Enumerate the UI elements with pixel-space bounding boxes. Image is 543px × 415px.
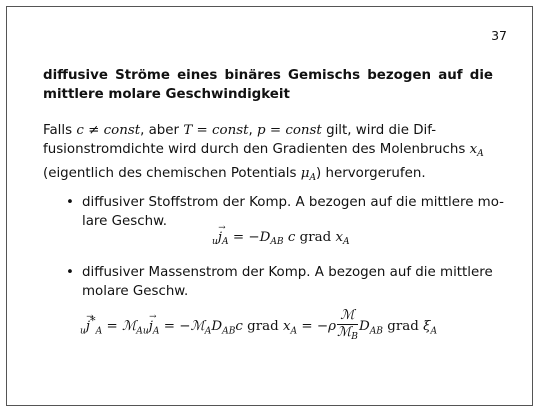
intro-line-2: fusionstromdichte wird durch den Gradienten des Molenbruchs $x_A$ [43,142,484,160]
equation-mass-flux: $_u\to j^*_A$ = ℳ$_{Au}$→ $j_A$ = $-ℳ_AD_{AB}c$ grad $x_A = -\rho$ $\frac{\text{ℳ}}{ℳ_B}$ $D_{AB}$ grad $\xi_A$ [80,308,437,345]
bullet-list-1 [66,193,505,231]
list-item: • diffusiver Stoffstrom der Komp. A bezogen auf die mittlere mo- lare Geschw. [66,195,505,229]
page-title: diffusive Ströme eines binäres Gemischs bezogen auf die mittlere molare Geschwindigkeit [43,68,493,102]
intro-paragraph [43,121,493,188]
bullet-dot-icon: • [66,195,74,210]
equation-molar-flux: $_u\to j_A = -D_{AB}$ c grad $x_A$ [212,230,350,247]
bullet-list-2 [66,263,494,301]
page-number: 37 [491,28,507,43]
list-item: • diffusiver Massenstrom der Komp. A bezogen auf die mittlere molare Geschw. [66,265,493,299]
intro-line-3: (eigentlich des chemischen Potentials $\mu_A$) hervorgerufen. [43,166,426,184]
molar-mass-ratio: $\frac{\text{ℳ}}{ℳ_B}$ [336,308,358,343]
intro-line-1: Falls c ≠ const, aber T = const, p = const gilt, wird die Dif- [43,123,437,138]
bullet-dot-icon: • [66,265,74,280]
